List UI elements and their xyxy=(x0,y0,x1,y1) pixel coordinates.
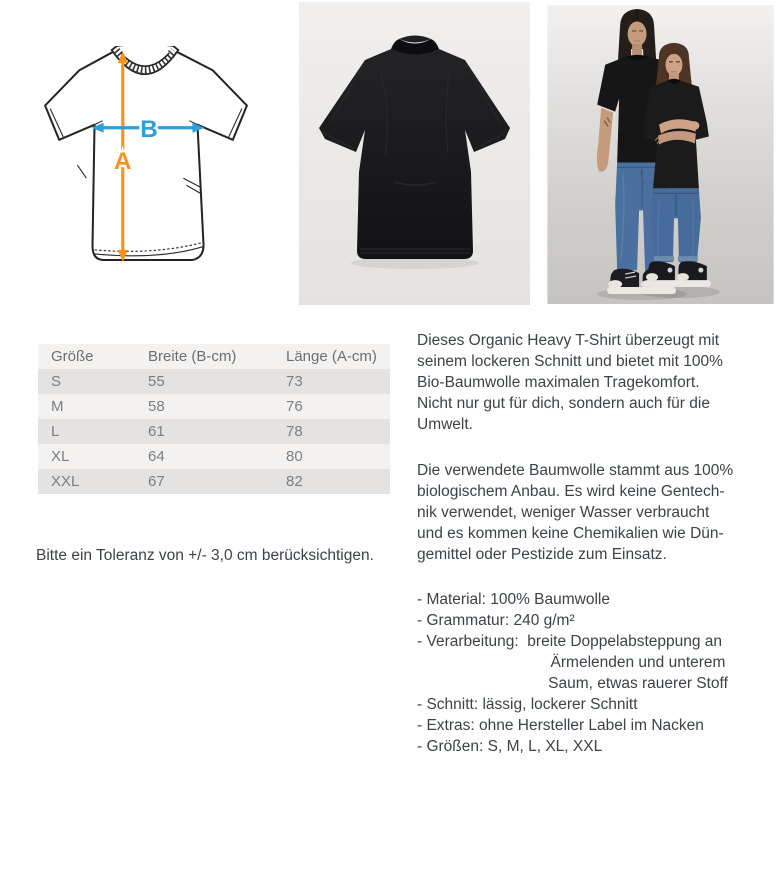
models-product-photo xyxy=(547,5,774,304)
product-description xyxy=(417,330,775,757)
black-tshirt-image xyxy=(299,2,530,305)
length-cell: 80 xyxy=(286,448,303,465)
tshirt-outline xyxy=(45,52,247,260)
table-row xyxy=(38,369,390,394)
description-line: nik verwendet, weniger Wasser verbraucht xyxy=(417,504,710,521)
col-header-size: Größe xyxy=(51,348,94,365)
table-row xyxy=(38,419,390,444)
size-diagram xyxy=(40,46,252,264)
models-image xyxy=(547,5,774,304)
description-line: gemittel oder Pestizide zum Einsatz. xyxy=(417,546,667,563)
description-paragraph xyxy=(417,460,775,565)
col-header-length: Länge (A-cm) xyxy=(286,348,377,365)
description-paragraph xyxy=(417,330,775,435)
spec-item: - Extras: ohne Hersteller Label im Nacken xyxy=(417,717,704,734)
spec-item: - Material: 100% Baumwolle xyxy=(417,591,610,608)
width-cell: 58 xyxy=(148,398,165,415)
description-line: seinem lockeren Schnitt und bietet mit 100% xyxy=(417,353,723,370)
description-line: Bio-Baumwolle maximalen Tragekomfort. xyxy=(417,374,700,391)
description-line: biologischem Anbau. Es wird keine Gentech- xyxy=(417,483,725,500)
spec-item-continuation: Ärmelenden und unterem xyxy=(550,654,726,671)
size-cell: XXL xyxy=(51,473,80,490)
size-cell: M xyxy=(51,398,64,415)
width-cell: 64 xyxy=(148,448,165,465)
spec-item: - Schnitt: lässig, lockerer Schnitt xyxy=(417,696,638,713)
tolerance-note: Bitte ein Toleranz von +/- 3,0 cm berücksichtigen. xyxy=(36,546,374,564)
description-line: Die verwendete Baumwolle stammt aus 100% xyxy=(417,462,734,479)
table-row xyxy=(38,469,390,494)
size-table-header-row xyxy=(38,344,390,369)
description-line: Dieses Organic Heavy T-Shirt überzeugt mit xyxy=(417,332,720,349)
spec-list xyxy=(417,589,775,757)
size-table xyxy=(38,344,390,494)
spec-item: - Verarbeitung: breite Doppelabsteppung an xyxy=(417,633,723,650)
width-cell: 67 xyxy=(148,473,165,490)
description-line: Nicht nur gut für dich, sondern auch für die xyxy=(417,395,710,412)
length-cell: 78 xyxy=(286,423,303,440)
flat-product-photo xyxy=(299,2,530,305)
col-header-width: Breite (B-cm) xyxy=(148,348,237,365)
width-cell: 61 xyxy=(148,423,165,440)
description-line: Umwelt. xyxy=(417,416,473,433)
table-row xyxy=(38,444,390,469)
length-cell: 82 xyxy=(286,473,303,490)
spec-item: - Größen: S, M, L, XL, XXL xyxy=(417,738,603,755)
length-cell: 73 xyxy=(286,373,303,390)
width-cell: 55 xyxy=(148,373,165,390)
size-cell: S xyxy=(51,373,62,390)
length-cell: 76 xyxy=(286,398,303,415)
size-cell: L xyxy=(51,423,60,440)
width-label: B xyxy=(140,115,158,143)
length-label: A xyxy=(114,148,132,176)
tshirt-measure-icon xyxy=(40,46,252,264)
spec-item: - Grammatur: 240 g/m² xyxy=(417,612,575,629)
size-cell: XL xyxy=(51,448,70,465)
description-line: und es kommen keine Chemikalien wie Dün- xyxy=(417,525,724,542)
spec-item-continuation: Saum, etwas rauerer Stoff xyxy=(548,675,728,692)
table-row xyxy=(38,394,390,419)
